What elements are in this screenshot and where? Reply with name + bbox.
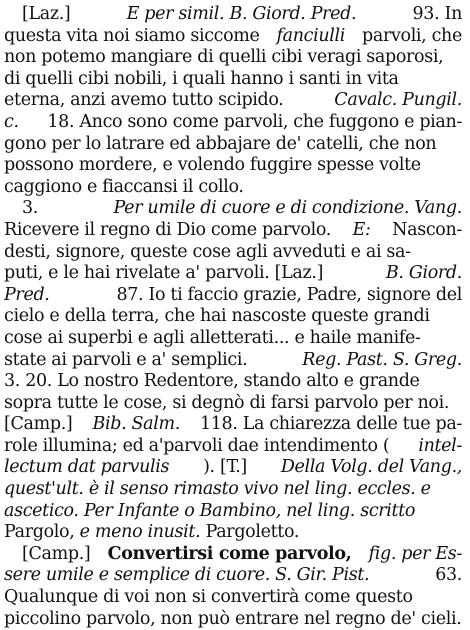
text-segment: B. Giord. — [385, 263, 462, 284]
text-segment: c. — [4, 111, 19, 132]
text-segment: di quelli cibi nobili, i quali hanno i santi in vita — [4, 68, 399, 89]
text-segment: eterna, anzi avemo tutto scipido. — [4, 90, 284, 111]
text-segment: Per umile di cuore e di condizione. Vang. — [113, 198, 462, 219]
text-segment: Pargolo, — [4, 522, 75, 543]
text-line — [4, 609, 462, 630]
text-line — [4, 544, 462, 566]
text-segment: fanciulli — [276, 25, 346, 46]
text-line — [4, 47, 462, 69]
text-line — [4, 436, 462, 458]
text-segment: Della Volg. del Vang., — [280, 457, 462, 478]
text-line — [4, 371, 462, 393]
text-segment: [Laz.] — [22, 4, 71, 24]
text-line — [4, 155, 462, 177]
text-segment: 3. 20. Lo nostro Redentore, stando alto e grande — [4, 371, 420, 392]
text-line — [4, 479, 462, 501]
text-segment: intel- — [418, 435, 462, 456]
text-segment: sere umile e semplice di cuore. S. Gir. Pist. — [4, 565, 370, 586]
text-segment: questa vita noi siamo siccome — [4, 25, 260, 46]
text-line — [4, 69, 462, 91]
text-line — [4, 263, 462, 285]
text-line — [4, 4, 462, 26]
text-line — [4, 177, 462, 199]
text-line — [4, 26, 462, 48]
text-line — [4, 414, 462, 436]
text-line — [4, 522, 462, 544]
text-line — [4, 198, 462, 220]
text-segment: Nascon- — [392, 219, 462, 240]
text-segment: [Camp.] — [4, 414, 73, 435]
text-segment: 118. La chiarezza delle tue pa- — [199, 414, 462, 435]
dictionary-entry-text — [4, 4, 462, 630]
text-segment: parvoli, che — [362, 25, 462, 46]
text-segment: state ai parvoli e a' semplici. — [4, 349, 248, 370]
text-line — [4, 306, 462, 328]
text-segment: sopra tutte le cose, si degnò di farsi parvolo per noi. — [4, 392, 450, 413]
text-line — [4, 501, 462, 523]
text-segment: Bib. Salm. — [92, 414, 180, 435]
text-segment: lectum dat parvulis — [4, 457, 170, 478]
text-line — [4, 350, 462, 372]
text-segment: puti, e le hai rivelate a' parvoli. [Laz.] — [4, 263, 324, 284]
text-segment: Pargoletto. — [205, 522, 300, 543]
text-segment: fig. per Es- — [368, 543, 462, 564]
text-segment: ). [T.] — [203, 457, 247, 478]
text-segment: e meno inusit. — [79, 522, 201, 543]
text-line — [4, 220, 462, 242]
text-segment: Cavalc. Pungil. — [334, 90, 462, 111]
text-segment: cielo e della terra, che hai nascoste queste grandi — [4, 306, 430, 327]
text-segment: piccolino parvolo, non può entrare nel regno de' cieli. — [4, 608, 462, 629]
text-segment: cose ai superbi e agli alletterati... e haile manife- — [4, 327, 421, 348]
text-segment: Reg. Past. S. Greg. — [302, 349, 462, 370]
text-segment: [Camp.] — [22, 543, 91, 564]
text-line — [4, 242, 462, 264]
text-segment: 63. — [435, 565, 462, 586]
text-segment: 18. Anco sono come parvoli, che fuggono e pian- — [47, 111, 462, 132]
text-segment: E per simil. B. Giord. Pred. — [126, 4, 357, 24]
text-segment: Pred. — [4, 284, 50, 305]
text-segment: Qualunque di voi non si convertirà come questo — [4, 587, 413, 608]
text-segment: Ricevere il regno di Dio come parvolo. — [4, 219, 331, 240]
text-line — [4, 285, 462, 307]
text-segment: Convertirsi come parvolo, — [107, 543, 352, 564]
text-line — [4, 565, 462, 587]
text-line — [4, 328, 462, 350]
text-segment: caggiono e fiaccansi il collo. — [4, 176, 244, 197]
text-segment: 3. — [22, 198, 38, 219]
text-line — [4, 134, 462, 156]
text-line — [4, 587, 462, 609]
text-segment: possono mordere, e volendo fuggire spesse volte — [4, 155, 421, 176]
text-segment: role illumina; ed a'parvoli dae intendimento ( — [4, 435, 390, 456]
text-segment: gono per lo latrare ed abbajare de' catelli, che non — [4, 133, 437, 154]
text-segment: 93. In — [412, 4, 462, 24]
text-segment: desti, signore, queste cose agli avveduti e ai sa- — [4, 241, 411, 262]
text-segment: ascetico. Per Infante o Bambino, nel ling. scritto — [4, 500, 416, 521]
text-line — [4, 393, 462, 415]
text-segment: E: — [352, 219, 371, 240]
text-segment: non potemo mangiare di quelli cibi veragi saporosi, — [4, 47, 444, 68]
text-segment: quest'ult. è il senso rimasto vivo nel ling. eccles. e — [4, 479, 431, 500]
text-line — [4, 112, 462, 134]
text-segment: 87. Io ti faccio grazie, Padre, signore del — [116, 284, 462, 305]
text-line — [4, 90, 462, 112]
text-line — [4, 457, 462, 479]
